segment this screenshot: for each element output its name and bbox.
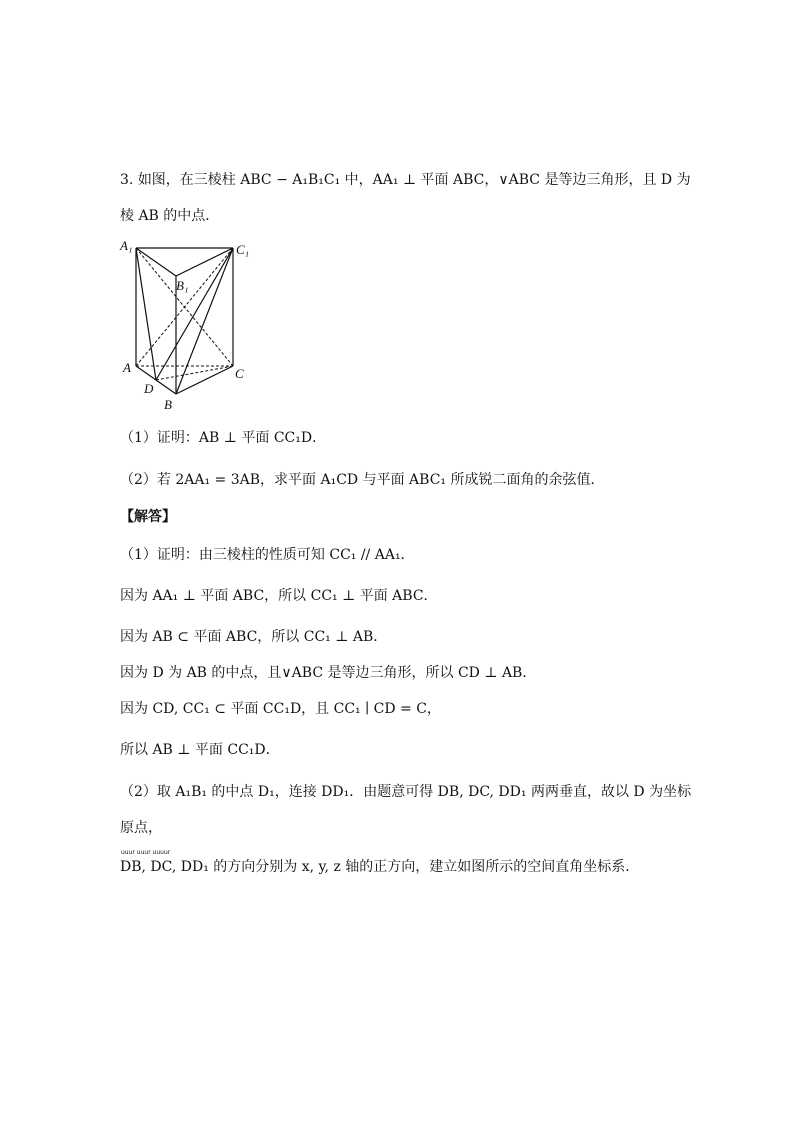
solution-line: 因为 D 为 AB 的中点，且∨ABC 是等边三角形，所以 CD ⊥ AB． (120, 665, 537, 681)
solution-heading: 【解答】 (120, 509, 176, 525)
prism-figure (118, 236, 258, 411)
solution-line: 因为 AA₁ ⊥ 平面 ABC，所以 CC₁ ⊥ 平面 ABC． (120, 588, 438, 604)
edge-D-C-dashed (156, 366, 233, 380)
label-B1: B₁ (176, 278, 189, 293)
label-A: A (123, 360, 131, 375)
solution-line: （1）证明：由三棱柱的性质可知 CC₁ // AA₁． (120, 547, 415, 563)
solution-line: 原点， (120, 820, 162, 836)
solution-line: （2）取 A₁B₁ 的中点 D₁，连接 DD₁．由题意可得 DB, DC, DD₁ 两两垂直，故以 D 为坐标 (120, 784, 692, 800)
solution-line: 因为 CD, CC₁ ⊂ 平面 CC₁D，且 CC₁ ∣ CD = C， (120, 701, 441, 717)
solution-line: 因为 AB ⊂ 平面 ABC，所以 CC₁ ⊥ AB． (120, 629, 388, 645)
solution-line: DB, DC, DD₁ 的方向分别为 x, y, z 轴的正方向，建立如图所示的空间直角坐标系． (120, 859, 640, 875)
label-C: C (235, 366, 244, 381)
label-A1: A₁ (120, 238, 133, 253)
label-B: B (164, 397, 172, 411)
label-C1: C₁ (236, 242, 250, 257)
edge-B-C (176, 366, 233, 394)
problem-number: 3. (120, 172, 134, 188)
edge-C1-B (176, 248, 233, 394)
problem-intro-text: 如图，在三棱柱 ABC − A₁B₁C₁ 中，AA₁ ⊥ 平面 ABC，∨ABC 是等边三角形，且 D 为 (137, 172, 691, 188)
edge-C1-D (156, 248, 233, 380)
label-D: D (144, 381, 154, 396)
problem-line-1 (120, 170, 691, 190)
part-2: （2）若 2AA₁ = 3AB，求平面 A₁CD 与平面 ABC₁ 所成锐二面角的余弦值． (120, 472, 605, 488)
part-1: （1）证明：AB ⊥ 平面 CC₁D． (120, 430, 327, 446)
vector-marks: uuur uuur uuuur (121, 849, 171, 856)
solution-line: 所以 AB ⊥ 平面 CC₁D． (120, 742, 280, 758)
problem-line-2: 棱 AB 的中点． (120, 208, 220, 224)
edge-A1-D (136, 248, 156, 380)
